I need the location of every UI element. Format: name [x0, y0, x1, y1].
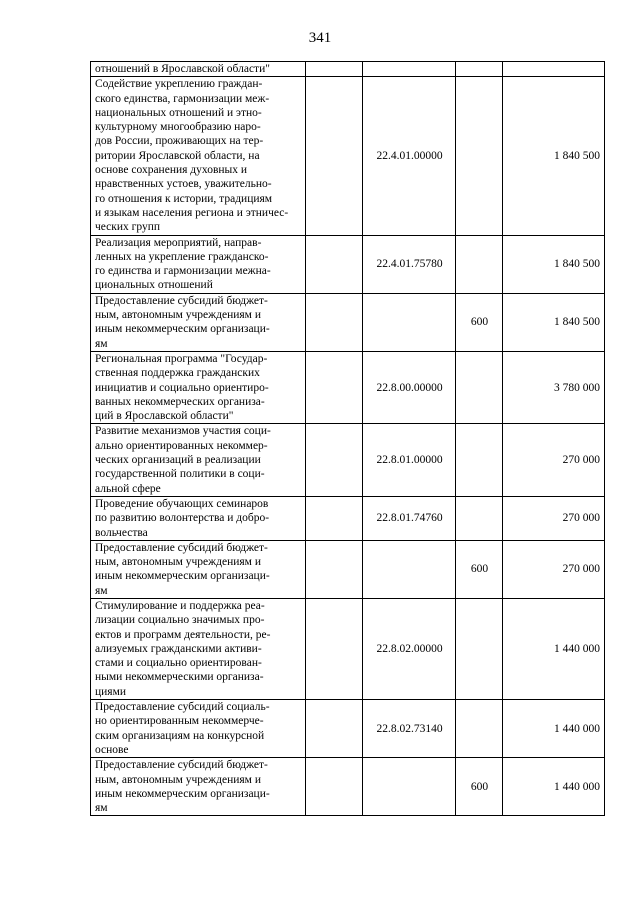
expense-name-cell	[91, 351, 306, 423]
expense-name-line: ям	[95, 337, 108, 350]
expense-name-line: отношений в Ярославской области"	[95, 63, 270, 75]
expense-name-line: ным, автономным учреждениям и	[95, 309, 261, 322]
expense-type-cell: 600	[456, 758, 503, 816]
expense-name-line: Реализация мероприятий, направ-	[95, 236, 262, 249]
empty-cell	[306, 700, 363, 758]
empty-cell	[306, 235, 363, 293]
expense-name-line: иным некоммерческим организаци-	[95, 787, 270, 800]
expense-name-line: вольчества	[95, 526, 148, 539]
amount-cell	[503, 62, 605, 77]
target-code-cell: 22.8.01.74760	[363, 496, 456, 540]
expense-name-line: нравственных устоев, уважительно-	[95, 178, 272, 191]
amount-cell: 1 840 500	[503, 77, 605, 235]
expense-name-line: ленных на укрепление гражданско-	[95, 250, 269, 263]
expense-name-line: и языкам населения региона и этничес-	[95, 206, 289, 219]
table-row	[91, 62, 605, 77]
target-code-cell	[363, 62, 456, 77]
expense-name-line: го единства и гармонизации межна-	[95, 265, 271, 278]
expense-name-line: циями	[95, 685, 127, 698]
expense-type-cell	[456, 235, 503, 293]
expense-name-line: ческих групп	[95, 221, 161, 234]
expense-name-line: ским организациям на конкурсной	[95, 729, 265, 742]
expense-name-line: ным, автономным учреждениям и	[95, 773, 261, 786]
table-row	[91, 758, 605, 816]
empty-cell	[306, 758, 363, 816]
table-row	[91, 77, 605, 235]
expense-name-line: ным, автономным учреждениям и	[95, 556, 261, 569]
expense-name-line: Стимулирование и поддержка реа-	[95, 599, 265, 612]
expense-name-line: ций в Ярославской области"	[95, 410, 234, 423]
expense-name-cell	[91, 700, 306, 758]
expense-name-line: ского единства, гармонизации меж-	[95, 92, 270, 105]
expense-name-line: ственная поддержка гражданских	[95, 367, 260, 380]
amount-cell: 270 000	[503, 424, 605, 496]
expense-name-line: основе	[95, 743, 129, 756]
expense-name-line: Проведение обучающих семинаров	[95, 497, 269, 510]
target-code-cell: 22.4.01.75780	[363, 235, 456, 293]
expense-type-cell	[456, 598, 503, 699]
expense-name-line: ектов и программ деятельности, ре-	[95, 628, 271, 641]
expense-name-cell	[91, 62, 306, 77]
amount-cell: 1 440 000	[503, 598, 605, 699]
expense-name-line: ванных некоммерческих организа-	[95, 395, 265, 408]
expense-name-line: Предоставление субсидий бюджет-	[95, 294, 268, 307]
expense-name-line: но ориентированным некоммерче-	[95, 715, 264, 728]
expense-name-line: основе сохранения духовных и	[95, 164, 248, 177]
expense-name-line: Содействие укреплению граждан-	[95, 78, 263, 91]
expense-name-line: государственной политики в соци-	[95, 468, 265, 481]
amount-cell: 270 000	[503, 496, 605, 540]
expense-name-line: культурному многообразию наро-	[95, 121, 261, 134]
expense-name-line: ализуемых гражданскими активи-	[95, 642, 262, 655]
target-code-cell	[363, 758, 456, 816]
expense-name-line: ям	[95, 584, 108, 597]
amount-cell: 1 440 000	[503, 758, 605, 816]
expense-type-cell	[456, 351, 503, 423]
expense-name-line: ритории Ярославской области, на	[95, 149, 260, 162]
target-code-cell: 22.8.00.00000	[363, 351, 456, 423]
empty-cell	[306, 293, 363, 351]
amount-cell: 1 840 500	[503, 235, 605, 293]
expense-name-line: циональных отношений	[95, 279, 213, 292]
table-row	[91, 496, 605, 540]
expense-name-cell	[91, 77, 306, 235]
empty-cell	[306, 424, 363, 496]
target-code-cell: 22.8.01.00000	[363, 424, 456, 496]
expense-name-line: инициатив и социально ориентиро-	[95, 381, 269, 394]
expense-name-line: Предоставление субсидий социаль-	[95, 701, 270, 714]
expense-name-line: Региональная программа "Государ-	[95, 352, 268, 365]
expense-type-cell: 600	[456, 540, 503, 598]
table-row	[91, 540, 605, 598]
expense-name-line: дов России, проживающих на тер-	[95, 135, 264, 148]
expense-name-cell	[91, 424, 306, 496]
expense-type-cell	[456, 424, 503, 496]
expense-name-line: ческих организаций в реализации	[95, 454, 261, 467]
amount-cell: 3 780 000	[503, 351, 605, 423]
target-code-cell: 22.4.01.00000	[363, 77, 456, 235]
table-row	[91, 351, 605, 423]
expense-name-line: по развитию волонтерства и добро-	[95, 512, 270, 525]
budget-table	[90, 61, 605, 816]
expense-name-line: ям	[95, 802, 108, 815]
expense-type-cell: 600	[456, 293, 503, 351]
expense-type-cell	[456, 496, 503, 540]
expense-name-line: иным некоммерческим организаци-	[95, 570, 270, 583]
expense-type-cell	[456, 62, 503, 77]
expense-name-line: иным некоммерческим организаци-	[95, 323, 270, 336]
expense-name-line: ально ориентированных некоммер-	[95, 439, 268, 452]
target-code-cell: 22.8.02.73140	[363, 700, 456, 758]
empty-cell	[306, 62, 363, 77]
budget-table-body	[91, 62, 605, 816]
expense-name-line: го отношения к истории, традициям	[95, 192, 273, 205]
expense-name-cell	[91, 758, 306, 816]
amount-cell: 1 840 500	[503, 293, 605, 351]
empty-cell	[306, 598, 363, 699]
expense-name-line: национальных отношений и этно-	[95, 106, 262, 119]
expense-name-cell	[91, 598, 306, 699]
amount-cell: 1 440 000	[503, 700, 605, 758]
page-number: 341	[308, 30, 332, 46]
expense-name-line: Предоставление субсидий бюджет-	[95, 759, 268, 772]
expense-name-cell	[91, 235, 306, 293]
expense-type-cell	[456, 77, 503, 235]
target-code-cell: 22.8.02.00000	[363, 598, 456, 699]
expense-name-cell	[91, 293, 306, 351]
table-row	[91, 424, 605, 496]
expense-name-line: Предоставление субсидий бюджет-	[95, 541, 268, 554]
empty-cell	[306, 77, 363, 235]
table-row	[91, 293, 605, 351]
expense-name-line: Развитие механизмов участия соци-	[95, 425, 271, 438]
amount-cell: 270 000	[503, 540, 605, 598]
target-code-cell	[363, 540, 456, 598]
empty-cell	[306, 496, 363, 540]
expense-type-cell	[456, 700, 503, 758]
empty-cell	[306, 540, 363, 598]
expense-name-line: лизации социально значимых про-	[95, 614, 265, 627]
table-row	[91, 700, 605, 758]
table-row	[91, 598, 605, 699]
expense-name-line: ными некоммерческими организа-	[95, 671, 264, 684]
empty-cell	[306, 351, 363, 423]
table-row	[91, 235, 605, 293]
target-code-cell	[363, 293, 456, 351]
expense-name-cell	[91, 496, 306, 540]
expense-name-line: альной сфере	[95, 482, 161, 495]
expense-name-cell	[91, 540, 306, 598]
expense-name-line: стами и социально ориентирован-	[95, 657, 262, 670]
